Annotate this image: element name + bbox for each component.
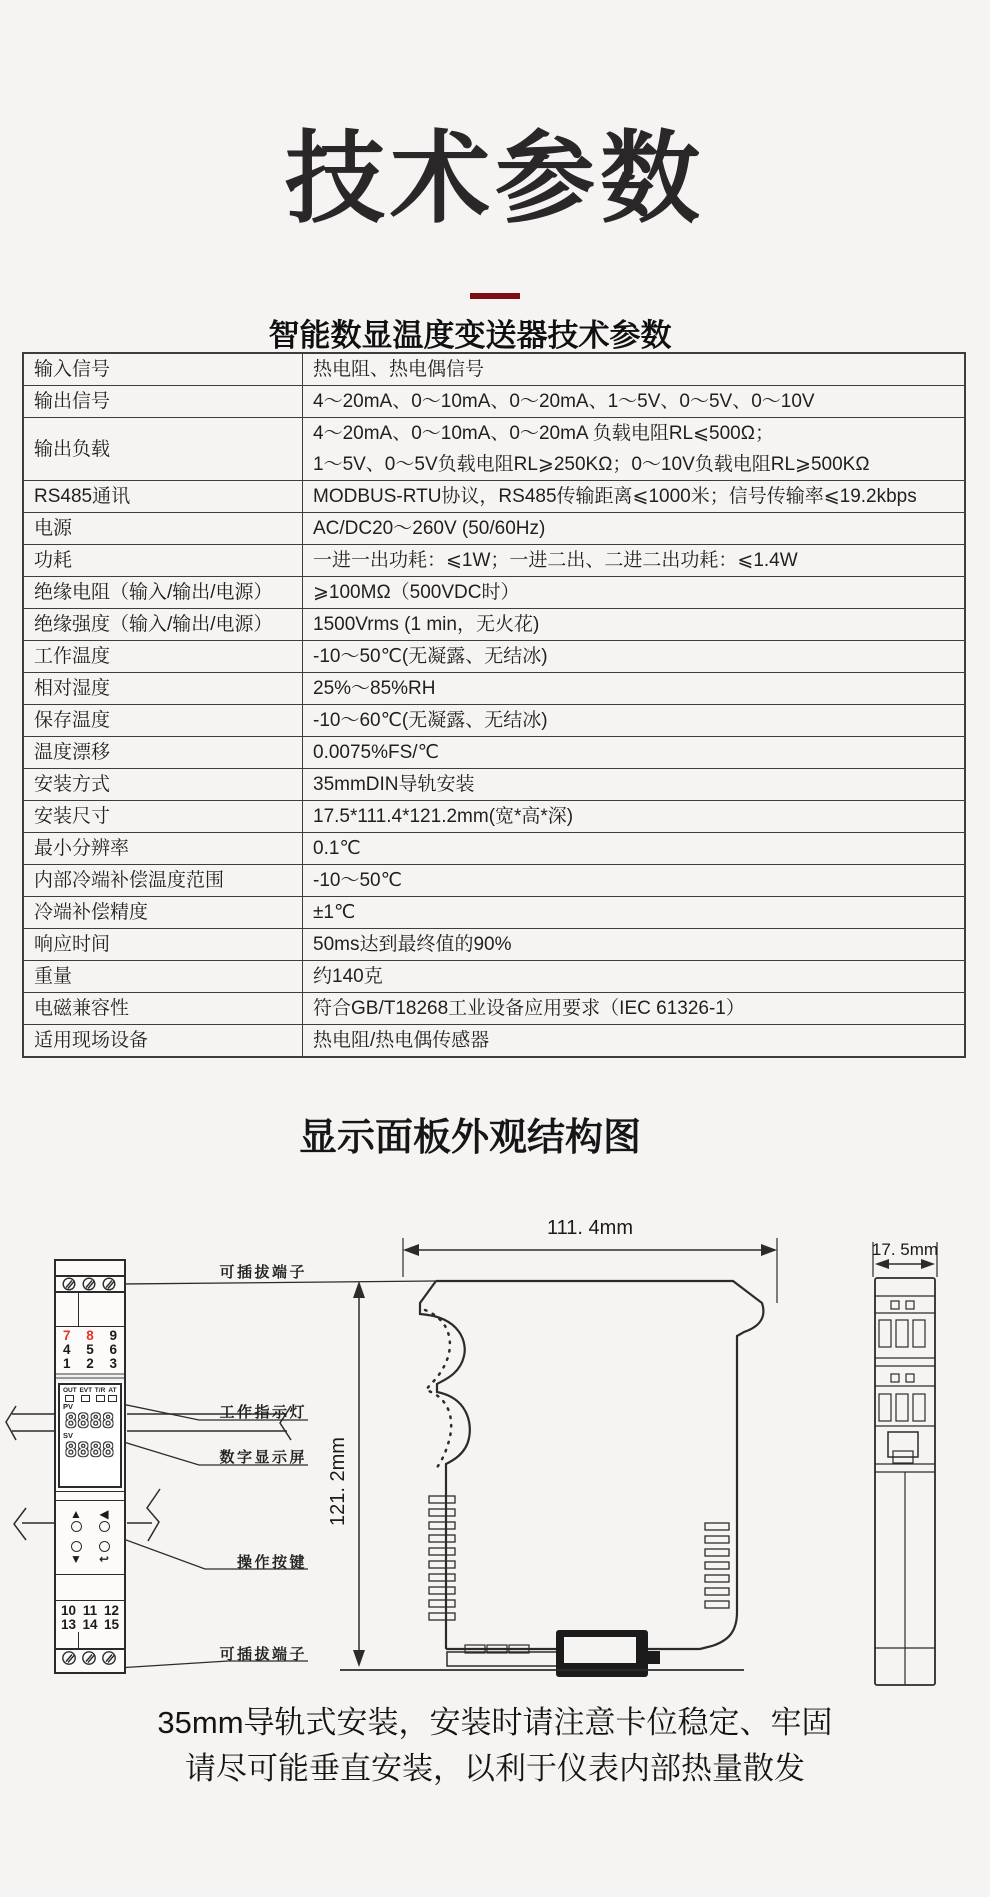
spec-label: 输入信号 [23, 353, 303, 386]
set-button[interactable] [90, 1536, 118, 1569]
spec-label: 内部冷端补偿温度范围 [23, 865, 303, 897]
terminal-screws-icon [56, 1277, 123, 1291]
operation-buttons [56, 1501, 124, 1571]
spec-label: 冷端补偿精度 [23, 897, 303, 929]
indicator [95, 1387, 105, 1402]
up-triangle-icon: ▲ [70, 1506, 82, 1521]
terminal-grid-top [56, 1327, 124, 1371]
spec-value: 热电阻、热电偶信号 [303, 353, 966, 386]
terminal-number: 12 [103, 1603, 119, 1618]
spec-label: 最小分辨率 [23, 833, 303, 865]
terminal-number: 14 [82, 1617, 98, 1632]
section2-title: 显示面板外观结构图 [298, 1117, 641, 1159]
spec-label: 相对湿度 [23, 673, 303, 705]
terminal-number: 9 [109, 1328, 117, 1343]
return-arrow-icon: ↩ [98, 1551, 110, 1566]
spec-value: 约140克 [303, 961, 966, 993]
spec-value: -10～60℃(无凝露、无结冰) [303, 705, 966, 737]
spec-value: 50ms达到最终值的90% [303, 929, 966, 961]
callout-top-terminal: 可插拔端子 [219, 1264, 307, 1281]
dimension-side-width-label: 17. 5mm [871, 1240, 939, 1259]
spec-label: 适用现场设备 [23, 1025, 303, 1058]
indicator [79, 1387, 92, 1402]
sv-digits: 8888 [65, 1439, 115, 1461]
table-subtitle: 智能数显温度变送器技术参数 [268, 318, 672, 353]
spec-value: ±1℃ [303, 897, 966, 929]
terminal-number: 10 [61, 1603, 77, 1618]
spec-value: ⩾100MΩ（500VDC时） [303, 577, 966, 609]
terminal-number-row [63, 1329, 117, 1343]
spec-label: 保存温度 [23, 705, 303, 737]
spec-label: 功耗 [23, 545, 303, 577]
spec-value: 0.0075%FS/℃ [303, 737, 966, 769]
spec-label: RS485通讯 [23, 481, 303, 513]
callout-leader-lines [114, 1281, 437, 1672]
indicator-led [65, 1395, 74, 1402]
digital-display [58, 1383, 122, 1488]
callout-display: 数字显示屏 [219, 1449, 307, 1466]
hatch-band [56, 1373, 124, 1381]
terminal-screws-icon [56, 1650, 123, 1666]
spec-value: 1500Vrms (1 min，无火花) [303, 609, 966, 641]
down-triangle-icon: ▼ [70, 1551, 82, 1566]
button-circle [99, 1541, 110, 1552]
terminal-number-row [63, 1343, 117, 1357]
terminal-number-row [63, 1357, 117, 1371]
spec-label: 电源 [23, 513, 303, 545]
indicator-row [63, 1387, 117, 1402]
indicator-label: EVT [79, 1387, 93, 1394]
side-profile-drawing [340, 1238, 777, 1677]
callout-indicator: 工作指示灯 [219, 1404, 307, 1421]
left-button[interactable] [90, 1503, 118, 1536]
spec-label: 电磁兼容性 [23, 993, 303, 1025]
device-body [54, 1291, 126, 1650]
mounting-notes [0, 1700, 990, 1792]
spec-label: 重量 [23, 961, 303, 993]
left-triangle-icon: ◀ [99, 1506, 109, 1521]
dimension-labels [327, 1217, 938, 1526]
terminal-number: 11 [82, 1603, 98, 1618]
spec-value: 35mmDIN导轨安装 [303, 769, 966, 801]
spec-value: AC/DC20～260V (50/60Hz) [303, 513, 966, 545]
spec-value: 4～20mA、0～10mA、0～20mA 负载电阻RL⩽500Ω； 1～5V、0～5V负载电阻RL⩾250KΩ；0～10V负载电阻RL⩾500KΩ [303, 418, 966, 481]
terminal-number: 1 [63, 1356, 71, 1371]
spec-label: 绝缘强度（输入/输出/电源） [23, 609, 303, 641]
dimension-width-label: 111. 4mm [547, 1217, 633, 1239]
terminal-number-row [61, 1604, 119, 1618]
device-upper-section [56, 1293, 124, 1327]
spec-value: 符合GB/T18268工业设备应用要求（IEC 61326-1） [303, 993, 966, 1025]
pv-label: PV [63, 1402, 74, 1411]
terminal-number: 5 [86, 1342, 94, 1357]
terminal-number: 4 [63, 1342, 71, 1357]
indicator-label: AT [108, 1387, 117, 1394]
side-view-drawing [873, 1242, 937, 1685]
device-top-terminal [54, 1275, 126, 1293]
button-circle [99, 1521, 110, 1532]
terminal-number: 7 [63, 1328, 71, 1343]
spec-label: 工作温度 [23, 641, 303, 673]
terminal-number: 13 [61, 1617, 77, 1632]
device-front-view [54, 1259, 126, 1678]
spec-label: 响应时间 [23, 929, 303, 961]
mounting-note-line: 请尽可能垂直安装，以利于仪表内部热量散发 [185, 1751, 805, 1786]
indicator-label: T/R [94, 1387, 106, 1394]
indicator-led [96, 1395, 105, 1402]
dimension-depth-label: 121. 2mm [327, 1437, 349, 1526]
spec-value: 热电阻/热电偶传感器 [303, 1025, 966, 1058]
lower-band [56, 1574, 124, 1601]
mounting-note-line: 35mm导轨式安装，安装时请注意卡位稳定、牢固 [157, 1705, 833, 1740]
spec-value: 4～20mA、0～10mA、0～20mA、1～5V、0～5V、0～10V [303, 386, 966, 418]
button-circle [71, 1521, 82, 1532]
indicator-label: OUT [63, 1387, 77, 1394]
indicator-led [108, 1395, 117, 1402]
divider-band [56, 1491, 124, 1501]
terminal-number: 15 [103, 1617, 119, 1632]
indicator [108, 1387, 117, 1402]
indicator [63, 1387, 77, 1402]
device-lower-section [56, 1632, 124, 1648]
terminal-number-row [61, 1618, 119, 1632]
terminal-number: 6 [109, 1342, 117, 1357]
spec-value: 25%～85%RH [303, 673, 966, 705]
terminal-number: 3 [109, 1356, 117, 1371]
terminal-number: 8 [86, 1328, 94, 1343]
spec-label: 输出信号 [23, 386, 303, 418]
pv-digits: 8888 [65, 1410, 115, 1432]
spec-label: 绝缘电阻（输入/输出/电源） [23, 577, 303, 609]
indicator-led [81, 1395, 90, 1402]
terminal-grid-bottom [56, 1601, 124, 1632]
spec-label: 温度漂移 [23, 737, 303, 769]
terminal-number: 2 [86, 1356, 94, 1371]
spec-label: 安装尺寸 [23, 801, 303, 833]
button-circle [71, 1541, 82, 1552]
callout-bottom-terminal: 可插拔端子 [219, 1646, 307, 1663]
page-title: 技术参数 [285, 123, 705, 235]
spec-value: 17.5*111.4*121.2mm(宽*高*深) [303, 801, 966, 833]
spec-label: 安装方式 [23, 769, 303, 801]
up-button[interactable] [62, 1503, 90, 1536]
device-bottom-terminal [54, 1648, 126, 1674]
spec-value: -10～50℃(无凝露、无结冰) [303, 641, 966, 673]
din-rail [6, 1406, 291, 1541]
spec-value: MODBUS-RTU协议，RS485传输距离⩽1000米；信号传输率⩽19.2kbps [303, 481, 966, 513]
spec-label: 输出负载 [23, 418, 303, 481]
spec-value: 0.1℃ [303, 833, 966, 865]
callout-buttons: 操作按键 [236, 1554, 307, 1571]
sv-label: SV [63, 1431, 74, 1440]
spec-value: 一进一出功耗：⩽1W；一进二出、二进二出功耗：⩽1.4W [303, 545, 966, 577]
spec-value: -10～50℃ [303, 865, 966, 897]
down-button[interactable] [62, 1536, 90, 1569]
